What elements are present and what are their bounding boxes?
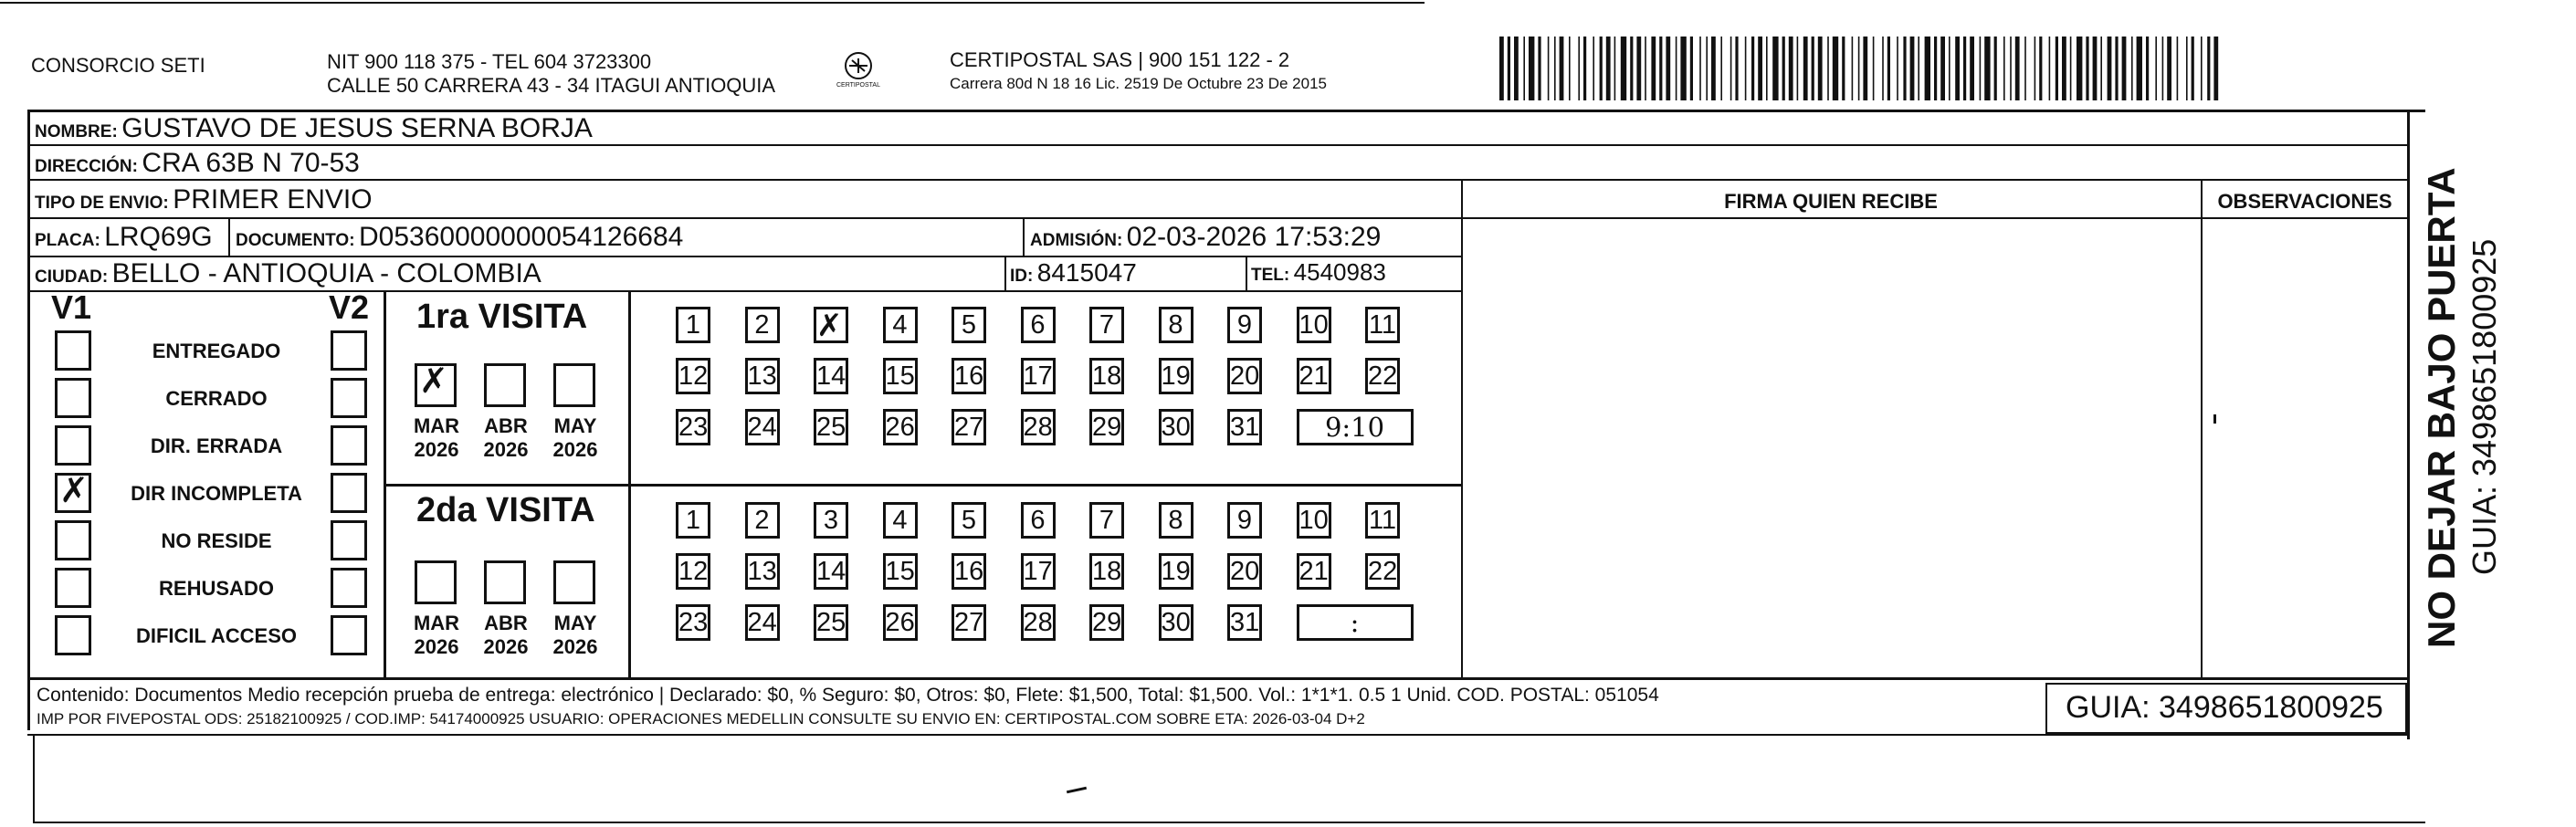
row-line-2: [27, 179, 2407, 181]
barcode-bar: [1569, 37, 1571, 100]
v2-checkbox: [331, 378, 367, 418]
time-box: 9:10: [1297, 409, 1414, 445]
barcode-bar: [1578, 37, 1580, 100]
barcode-bar: [1560, 37, 1564, 100]
barcode-bar: [1523, 37, 1525, 100]
month-name: MAR: [413, 414, 460, 437]
v1-label: V1: [51, 288, 92, 326]
day-box: 11: [1365, 307, 1400, 343]
row-line-footer: [27, 677, 2407, 680]
ciudad-row: [35, 258, 541, 289]
v1-checkbox: [55, 568, 91, 608]
barcode-bar: [1651, 37, 1656, 100]
day-box: 3: [814, 502, 848, 539]
v1-checkbox: [55, 520, 91, 560]
day-box: 21: [1297, 358, 1331, 394]
barcode-bar: [2162, 37, 2164, 100]
second-visit-title: 2da VISITA: [416, 491, 595, 529]
ciudad-label: CIUDAD:: [35, 267, 109, 287]
barcode-bar: [1772, 37, 1778, 100]
no-dejar-vertical: NO DEJAR BAJO PUERTA: [2420, 167, 2463, 648]
ciudad-value: BELLO - ANTIOQUIA - COLOMBIA: [111, 258, 541, 288]
v1-checkbox: [55, 425, 91, 466]
barcode-bar: [2201, 37, 2203, 100]
barcode-bar: [1963, 37, 1966, 100]
barcode-bar: [1583, 37, 1586, 100]
barcode-bar: [1970, 37, 1974, 100]
day-box: 13: [745, 358, 780, 394]
status-reason: DIR. ERRADA: [150, 434, 283, 457]
firma-header-line: [1461, 217, 2407, 219]
month-checkbox: [553, 560, 595, 604]
barcode-bar: [1789, 37, 1793, 100]
barcode: [1499, 37, 2230, 100]
barcode-bar: [1630, 37, 1633, 100]
barcode-bar: [2062, 37, 2066, 100]
admision-value: 02-03-2026 17:53:29: [1126, 222, 1382, 252]
barcode-bar: [1818, 37, 1823, 100]
day-box: 13: [745, 553, 780, 590]
barcode-bar: [1803, 37, 1808, 100]
day-box: 23: [676, 604, 710, 641]
day-box: 17: [1021, 358, 1056, 394]
nombre-value: GUSTAVO DE JESUS SERNA BORJA: [121, 113, 593, 143]
day-box: 20: [1227, 358, 1262, 394]
barcode-bar: [2039, 37, 2042, 100]
day-box: 21: [1297, 553, 1331, 590]
nombre-row: [35, 113, 593, 144]
day-box: 19: [1159, 553, 1193, 590]
tel-value: 4540983: [1293, 258, 1386, 286]
barcode-bar: [2003, 37, 2005, 100]
check-mark: ✗: [419, 361, 448, 401]
month-label: [480, 414, 531, 462]
barcode-bar: [1903, 37, 1906, 100]
day-box: 25: [814, 409, 848, 445]
firma-label: FIRMA QUIEN RECIBE: [1724, 190, 1938, 213]
barcode-bar: [2131, 37, 2133, 100]
barcode-bar: [1621, 37, 1626, 100]
license-line: Carrera 80d N 18 16 Lic. 2519 De Octubre 23 De 2015: [950, 75, 1327, 92]
placa-value: LRQ69G: [104, 222, 213, 252]
barcode-bar: [1833, 37, 1838, 100]
barcode-bar: [1676, 37, 1677, 100]
day-box: 12: [676, 553, 710, 590]
v1-checkbox: [55, 330, 91, 371]
day-box: 9: [1227, 502, 1262, 539]
barcode-bar: [2137, 37, 2142, 100]
day-box: 15: [883, 553, 918, 590]
day-box: 1: [676, 502, 710, 539]
day-box: 29: [1089, 409, 1124, 445]
guia-vertical: GUIA: 3498651800925: [2466, 238, 2503, 575]
barcode-bar: [1548, 37, 1550, 100]
month-label: [411, 612, 462, 659]
day-box: 19: [1159, 358, 1193, 394]
barcode-bar: [1949, 37, 1950, 100]
barcode-bar: [1882, 37, 1884, 100]
barcode-bar: [1645, 37, 1646, 100]
documento-row: [236, 222, 683, 253]
month-name: MAY: [553, 612, 597, 634]
barcode-bar: [1614, 37, 1616, 100]
barcode-bar: [2155, 37, 2157, 100]
first-visit-title: 1ra VISITA: [416, 298, 588, 336]
barcode-bar: [2010, 37, 2012, 100]
day-box: 28: [1021, 604, 1056, 641]
day-box: 4: [883, 307, 918, 343]
nombre-label: NOMBRE:: [35, 122, 118, 141]
barcode-bar: [2035, 37, 2036, 100]
imp-line: IMP POR FIVEPOSTAL ODS: 25182100925 / COD.IMP: 54174000925 USUARIO: OPERACIONES MEDELLIN CONSULTE SU ENVIO EN: CERTIPOSTAL.COM SOBRE ETA: 2026-03-04 D+2: [37, 710, 1365, 728]
observaciones-label: OBSERVACIONES: [2217, 190, 2392, 213]
day-box: 26: [883, 604, 918, 641]
day-box: 31: [1227, 409, 1262, 445]
nit-line: NIT 900 118 375 - TEL 604 3723300: [327, 50, 652, 73]
month-name: MAY: [553, 414, 597, 437]
day-box: 7: [1089, 502, 1124, 539]
barcode-bar: [1720, 37, 1722, 100]
day-box: 9: [1227, 307, 1262, 343]
month-name: MAR: [413, 612, 460, 634]
time-box: :: [1297, 604, 1414, 641]
month-checkbox: [484, 560, 526, 604]
day-box: 10: [1297, 307, 1331, 343]
address-line: CALLE 50 CARRERA 43 - 34 ITAGUI ANTIOQUIA: [327, 74, 776, 97]
documento-value: D05360000000054126684: [359, 222, 684, 252]
barcode-bar: [2115, 37, 2118, 100]
barcode-bar: [1699, 37, 1701, 100]
month-label: [411, 414, 462, 462]
v2-checkbox: [331, 568, 367, 608]
barcode-bar: [1538, 37, 1540, 100]
day-box: 5: [952, 502, 986, 539]
barcode-bar: [1984, 37, 1990, 100]
barcode-bar: [1863, 37, 1867, 100]
day-box: 4: [883, 502, 918, 539]
month-label: [550, 612, 601, 659]
barcode-bar: [1782, 37, 1785, 100]
barcode-bar: [1706, 37, 1708, 100]
row-line-1: [27, 144, 2407, 146]
barcode-bar: [2024, 37, 2026, 100]
check-mark: ✗: [59, 470, 89, 510]
status-reason: NO RESIDE: [161, 529, 272, 552]
certipostal-line: CERTIPOSTAL SAS | 900 151 122 - 2: [950, 48, 1290, 71]
observaciones-left-border: [2201, 181, 2203, 678]
day-box: 14: [814, 553, 848, 590]
day-box: 1: [676, 307, 710, 343]
barcode-bar: [1593, 37, 1594, 100]
status-reason: ENTREGADO: [152, 340, 281, 362]
month-year: 2026: [552, 635, 598, 658]
v1-checkbox: [55, 378, 91, 418]
status-reason: CERRADO: [165, 387, 268, 410]
month-year: 2026: [414, 635, 459, 658]
day-box: 6: [1021, 307, 1056, 343]
day-box: 16: [952, 553, 986, 590]
barcode-bar: [1940, 37, 1945, 100]
barcode-bar: [2056, 37, 2058, 100]
barcode-bar: [2015, 37, 2020, 100]
day-box: 26: [883, 409, 918, 445]
placa-row: [35, 222, 213, 253]
barcode-bar: [2100, 37, 2102, 100]
tipo-value: PRIMER ENVIO: [173, 184, 373, 215]
barcode-bar: [1994, 37, 1997, 100]
day-box: 30: [1159, 409, 1193, 445]
day-box: 25: [814, 604, 848, 641]
barcode-bar: [1758, 37, 1762, 100]
barcode-bar: [1918, 37, 1919, 100]
barcode-bar: [1842, 37, 1845, 100]
direccion-row: [35, 148, 360, 179]
barcode-bar: [2093, 37, 2098, 100]
barcode-bar: [2070, 37, 2072, 100]
barcode-bar: [1508, 37, 1510, 100]
day-box: 27: [952, 604, 986, 641]
v2-checkbox: [331, 330, 367, 371]
status-reason: REHUSADO: [159, 577, 274, 600]
day-box: 18: [1089, 358, 1124, 394]
v2-checkbox: [331, 425, 367, 466]
day-box: 11: [1365, 502, 1400, 539]
barcode-bar: [1554, 37, 1556, 100]
barcode-bar: [1751, 37, 1754, 100]
day-box: 29: [1089, 604, 1124, 641]
barcode-bar: [1606, 37, 1611, 100]
barcode-bar: [2049, 37, 2051, 100]
month-checkbox: [553, 363, 595, 407]
day-box: 30: [1159, 604, 1193, 641]
day-box: 20: [1227, 553, 1262, 590]
row-line-bottom: [27, 734, 2407, 736]
tel-label: TEL:: [1251, 266, 1290, 285]
main-right-border: [2407, 110, 2410, 739]
barcode-bar: [1690, 37, 1693, 100]
guia-box-text: GUIA: 3498651800925: [2066, 690, 2383, 725]
barcode-bar: [1659, 37, 1662, 100]
barcode-bar: [2167, 37, 2171, 100]
barcode-bar: [2108, 37, 2112, 100]
id-row: [1010, 258, 1137, 288]
day-box: 23: [676, 409, 710, 445]
day-box: 7: [1089, 307, 1124, 343]
barcode-bar: [1499, 37, 1504, 100]
barcode-bar: [1827, 37, 1829, 100]
day-box: 14: [814, 358, 848, 394]
barcode-bar: [1666, 37, 1670, 100]
barcode-bar: [1955, 37, 1960, 100]
barcode-bar: [2086, 37, 2088, 100]
month-year: 2026: [483, 438, 529, 461]
barcode-bar: [1925, 37, 1930, 100]
barcode-bar: [1858, 37, 1860, 100]
top-rule: [0, 2, 1425, 4]
certipostal-logo: [831, 46, 886, 104]
barcode-bar: [2077, 37, 2082, 100]
barcode-bar: [1711, 37, 1716, 100]
stray-dot: [2213, 414, 2216, 424]
barcode-bar: [2192, 37, 2194, 100]
stray-mark: [1067, 787, 1087, 794]
direccion-value: CRA 63B N 70-53: [142, 148, 360, 178]
month-checkbox: [484, 363, 526, 407]
barcode-bar: [1934, 37, 1937, 100]
v2-checkbox: [331, 615, 367, 655]
row-line-5: [27, 290, 1461, 292]
placa-divider: [228, 219, 230, 256]
check-mark: ✗: [816, 308, 843, 344]
month-label: [480, 612, 531, 659]
day-box: 12: [676, 358, 710, 394]
barcode-bar: [1735, 37, 1738, 100]
barcode-bar: [1797, 37, 1799, 100]
v1-checkbox: [55, 615, 91, 655]
day-box: 16: [952, 358, 986, 394]
day-box: 24: [745, 604, 780, 641]
bottom-left-edge: [33, 736, 35, 823]
id-divider: [1004, 256, 1006, 290]
day-box: 10: [1297, 502, 1331, 539]
barcode-bar: [1730, 37, 1732, 100]
barcode-bar: [1636, 37, 1641, 100]
day-box: 5: [952, 307, 986, 343]
barcode-bar: [1887, 37, 1890, 100]
barcode-bar: [2122, 37, 2127, 100]
main-left-border: [27, 110, 30, 730]
barcode-bar: [1910, 37, 1915, 100]
barcode-bar: [2213, 37, 2218, 100]
contenido-line: Contenido: Documentos Medio recepción prueba de entrega: electrónico | Declarado: $0, % Seguro: $0, Otros: $0, Flete: $1,500, Total: $1,500. Vol.: 1*1*1. 0.5 1 Unid. COD. POSTAL: 051054: [37, 685, 1659, 706]
v2-checkbox: [331, 520, 367, 560]
day-box: 8: [1159, 307, 1193, 343]
month-year: 2026: [414, 438, 459, 461]
barcode-bar: [2177, 37, 2179, 100]
company-name: CONSORCIO SETI: [31, 54, 205, 77]
v2-checkbox: [331, 473, 367, 513]
day-box: 15: [883, 358, 918, 394]
day-box: 2: [745, 502, 780, 539]
id-value: 8415047: [1036, 258, 1137, 287]
admision-label: ADMISIÓN:: [1030, 231, 1123, 250]
barcode-bar: [1600, 37, 1603, 100]
barcode-bar: [1529, 37, 1534, 100]
day-box: 2: [745, 307, 780, 343]
day-box: 22: [1365, 553, 1400, 590]
day-box: 18: [1089, 553, 1124, 590]
month-checkbox: [415, 363, 457, 407]
barcode-bar: [1897, 37, 1898, 100]
month-label: [550, 414, 601, 462]
barcode-bar: [1514, 37, 1519, 100]
v2-label: V2: [329, 288, 370, 326]
month-year: 2026: [483, 635, 529, 658]
barcode-bar: [2207, 37, 2210, 100]
month-name: ABR: [484, 414, 528, 437]
barcode-bar: [1745, 37, 1747, 100]
admision-row: [1030, 222, 1381, 253]
visit-divider: [384, 484, 1461, 487]
v1-checkbox: [55, 470, 91, 513]
day-box: 8: [1159, 502, 1193, 539]
bottom-rule: [33, 822, 2425, 823]
id-label: ID:: [1010, 267, 1034, 286]
status-reason: DIFICIL ACCESO: [135, 624, 297, 647]
day-box: [814, 307, 848, 343]
day-box: 22: [1365, 358, 1400, 394]
barcode-bar: [1980, 37, 1982, 100]
direccion-label: DIRECCIÓN:: [35, 157, 138, 176]
month-name: ABR: [484, 612, 528, 634]
barcode-bar: [1852, 37, 1854, 100]
barcode-bar: [1812, 37, 1814, 100]
firma-left-border: [1461, 181, 1463, 678]
tipo-row: [35, 184, 373, 215]
tel-row: [1251, 258, 1386, 287]
day-box: 24: [745, 409, 780, 445]
day-box: 17: [1021, 553, 1056, 590]
documento-label: DOCUMENTO:: [236, 231, 355, 250]
status-reason: DIR INCOMPLETA: [131, 482, 302, 505]
month-year: 2026: [552, 438, 598, 461]
tipo-label: TIPO DE ENVIO:: [35, 194, 169, 213]
month-checkbox: [415, 560, 457, 604]
main-top-border: [27, 110, 2425, 112]
tel-divider: [1246, 256, 1247, 290]
admision-divider: [1023, 219, 1025, 256]
barcode-bar: [2186, 37, 2188, 100]
day-box: 27: [952, 409, 986, 445]
day-box: 28: [1021, 409, 1056, 445]
barcode-bar: [1680, 37, 1686, 100]
barcode-bar: [1873, 37, 1875, 100]
barcode-bar: [1766, 37, 1768, 100]
barcode-bar: [2146, 37, 2149, 100]
placa-label: PLACA:: [35, 231, 100, 250]
day-box: 31: [1227, 604, 1262, 641]
day-box: 6: [1021, 502, 1056, 539]
logo-text: CERTIPOSTAL: [836, 82, 880, 89]
